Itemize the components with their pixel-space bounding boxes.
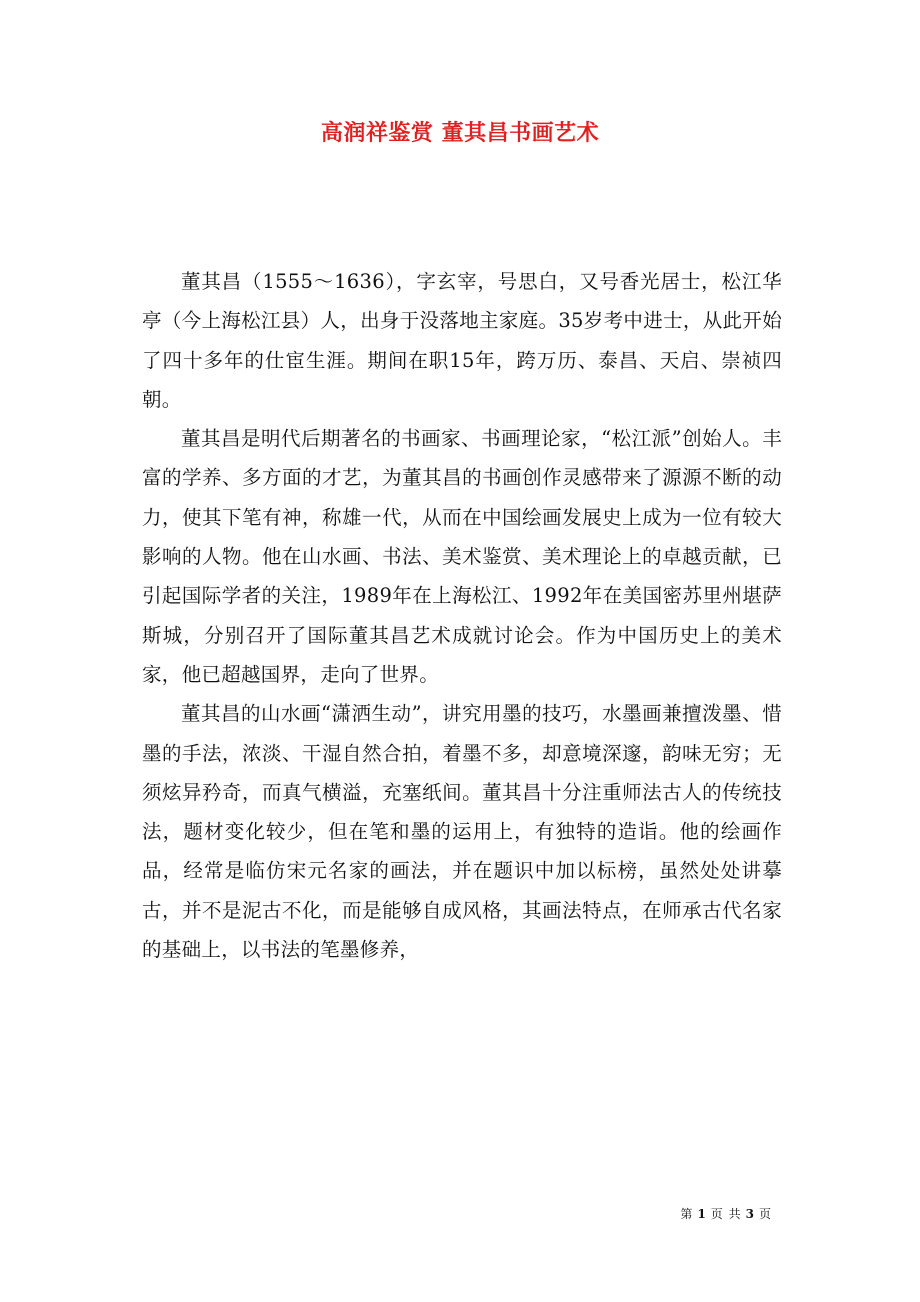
footer-page-number: 1 [697, 1207, 707, 1221]
paragraph-3: 董其昌的山水画“潇洒生动”，讲究用墨的技巧，水墨画兼擅泼墨、惜墨的手法，浓淡、干湿自然合拍，着墨不多，却意境深邃，韵味无穷；无须炫异矜奇，而真气横溢，充塞纸间。董其昌十分注重师法古人的传统技法，题材变化较少，但在笔和墨的运用上，有独特的造诣。他的绘画作品，经常是临仿宋元名家的画法，并在题识中加以标榜，虽然处处讲摹古，并不是泥古不化，而是能够自成风格，其画法特点，在师承古代名家的基础上，以书法的笔墨修养， [142, 702, 782, 962]
footer-total-pages: 3 [745, 1207, 755, 1221]
footer-middle: 页 共 [710, 1207, 742, 1221]
document-body [142, 262, 782, 969]
footer-suffix: 页 [758, 1207, 772, 1221]
document-title: 高润祥鉴赏 董其昌书画艺术 [320, 120, 600, 146]
paragraph-2: 董其昌是明代后期著名的书画家、书画理论家，“松江派”创始人。丰富的学养、多方面的才艺，为董其昌的书画创作灵感带来了源源不断的动力，使其下笔有神，称雄一代，从而在中国绘画发展史上成为一位有较大影响的人物。他在山水画、书法、美术鉴赏、美术理论上的卓越贡献，已引起国际学者的关注，1989年在上海松江、1992年在美国密苏里州堪萨斯城，分别召开了国际董其昌艺术成就讨论会。作为中国历史上的美术家，他已超越国界，走向了世界。 [142, 427, 782, 686]
paragraph-1: 董其昌（1555～1636），字玄宰，号思白，又号香光居士，松江华亭（今上海松江县）人，出身于没落地主家庭。35岁考中进士，从此开始了四十多年的仕宦生涯。期间在职15年，跨万历、泰昌、天启、崇祯四朝。 [142, 270, 782, 411]
page-footer [680, 1206, 772, 1222]
footer-prefix: 第 [680, 1207, 694, 1221]
